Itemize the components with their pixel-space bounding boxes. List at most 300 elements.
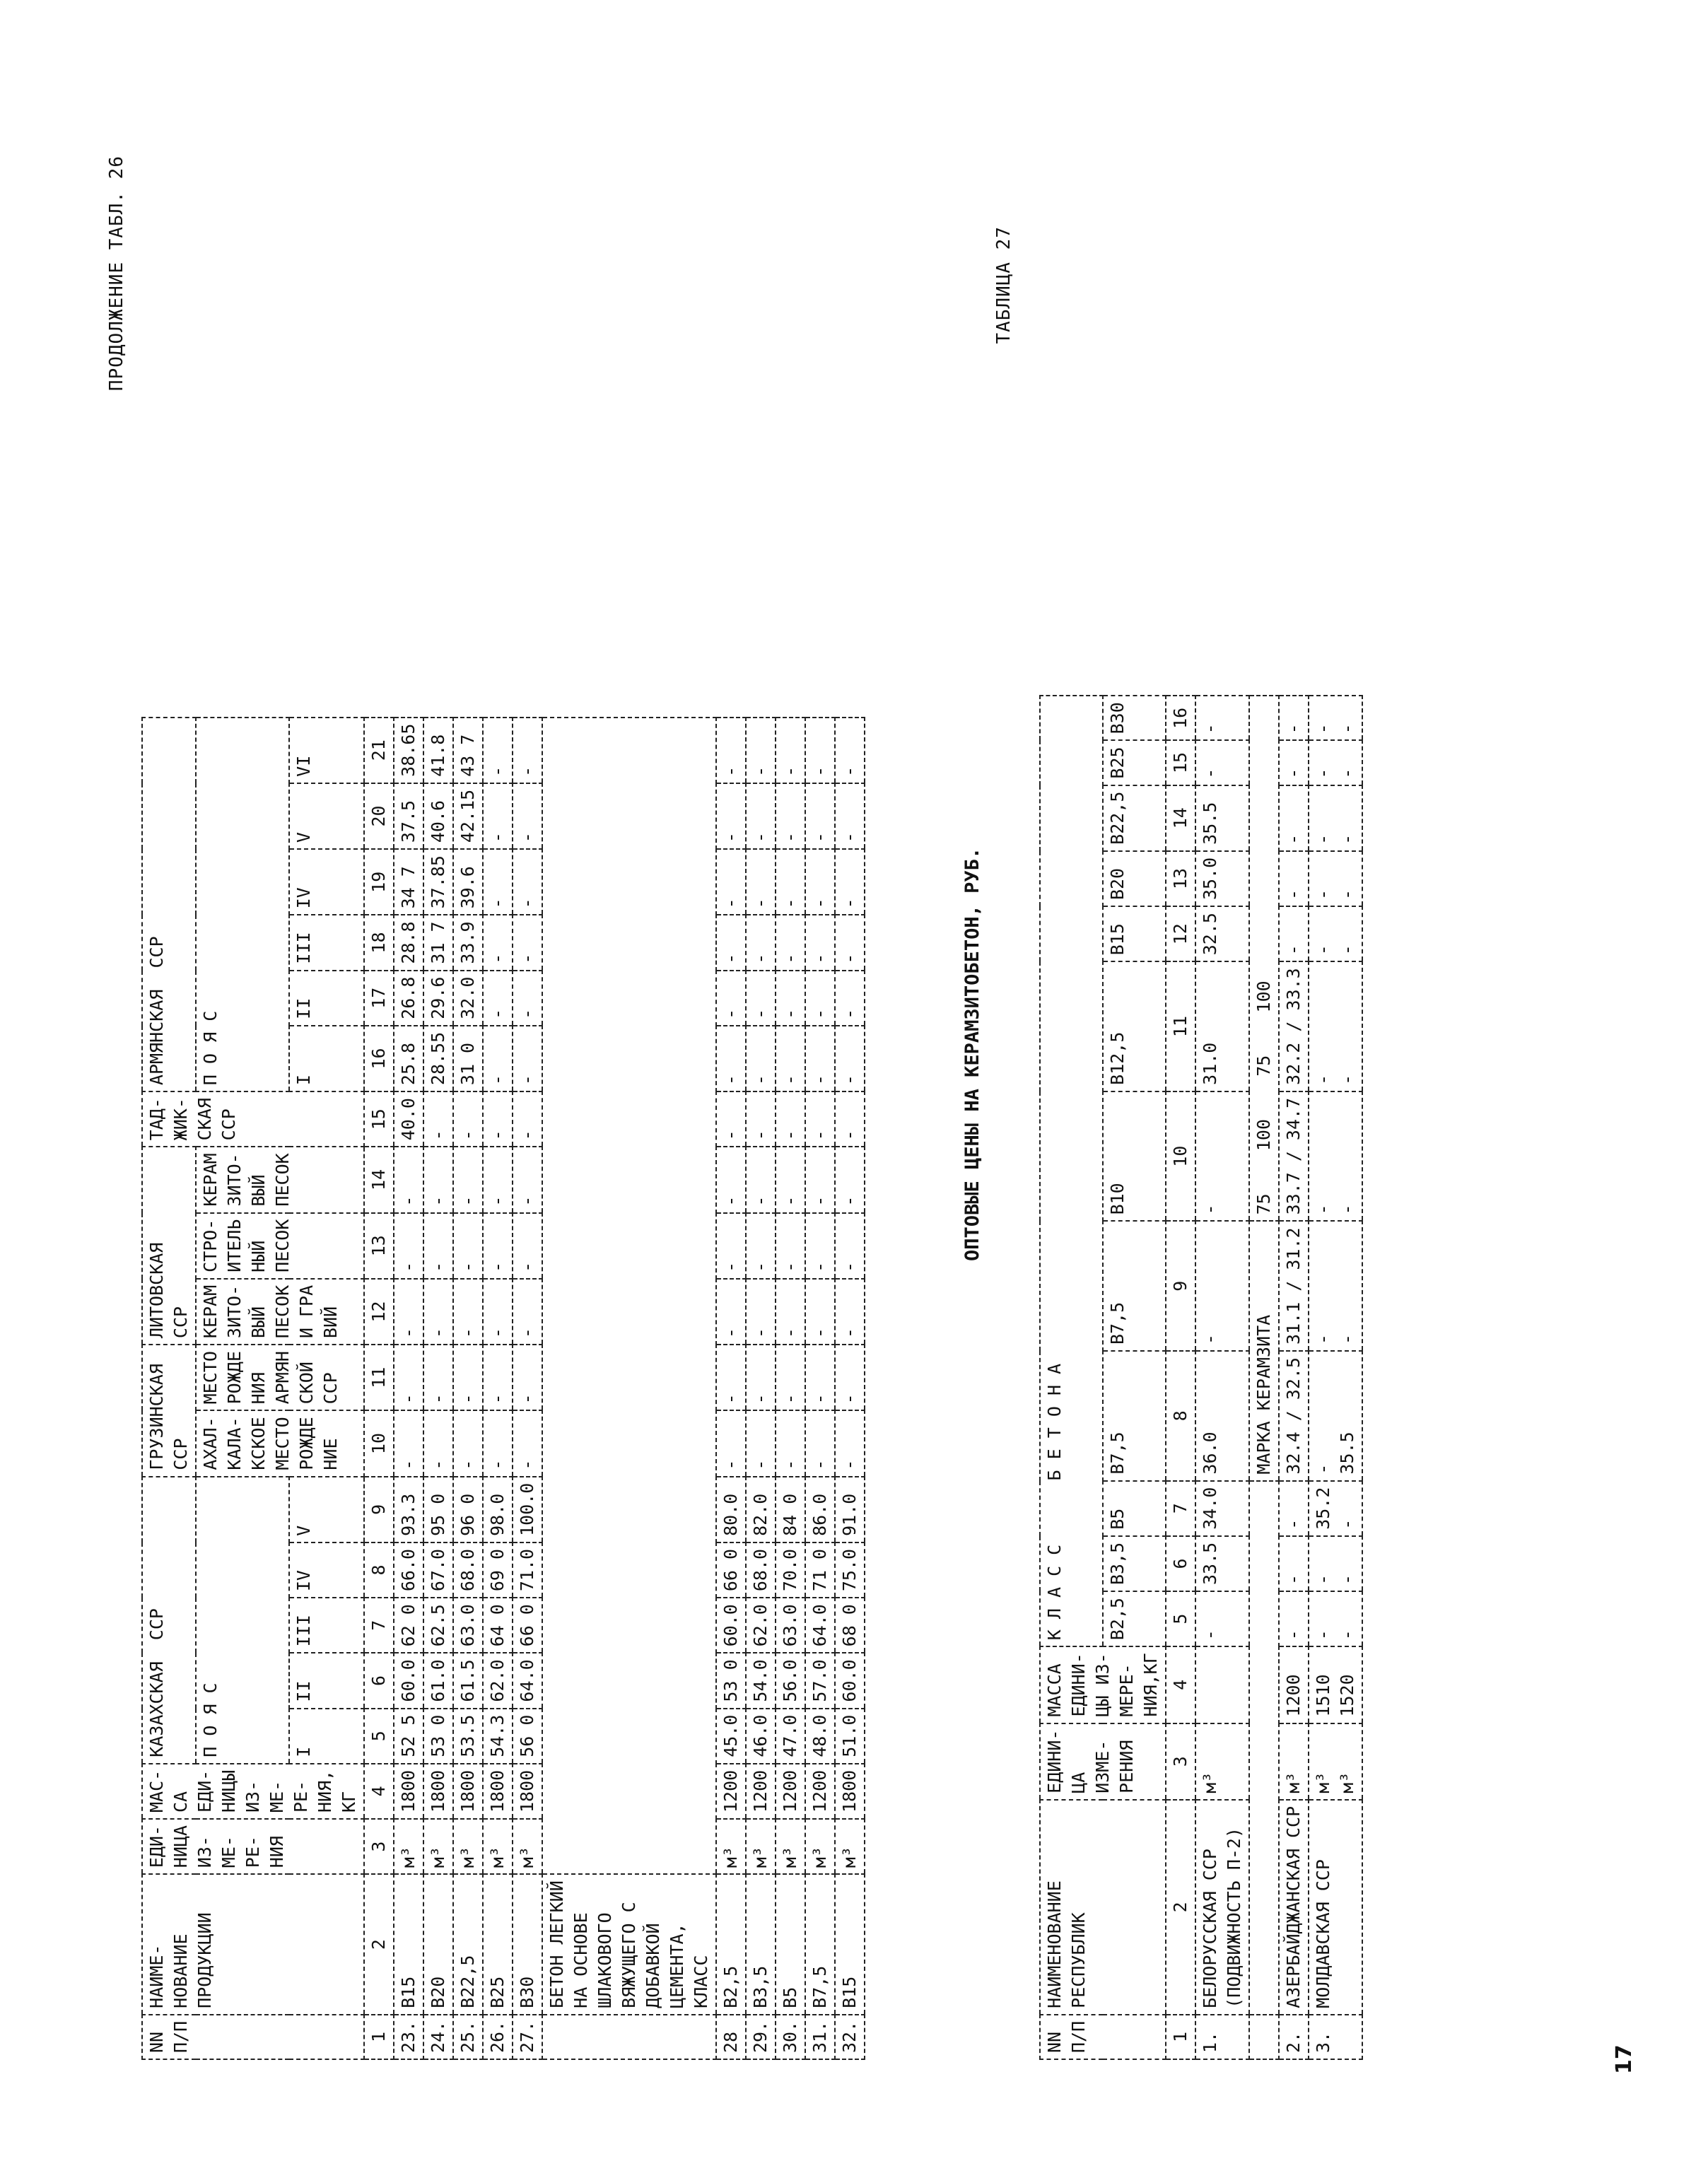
table-cell: - [835, 1147, 865, 1212]
t27-index-cell: 15 [1166, 740, 1195, 785]
t27-class-cell: В5 [1103, 1481, 1166, 1536]
table-cell: - [394, 1410, 423, 1476]
table-cell: 82.0 [746, 1477, 776, 1542]
t26-kz-zone-1: I [289, 1709, 364, 1764]
table-cell: - [716, 971, 746, 1026]
t27-brand-row [1249, 696, 1279, 2059]
table-cell: - [483, 718, 513, 783]
t27-row-value: - [1279, 1481, 1309, 1536]
t27-row-value: 35.2 - [1309, 1481, 1362, 1536]
table-cell: - [513, 1026, 542, 1091]
table-cell: - [746, 1213, 776, 1279]
t26-index-cell: 16 [364, 1026, 394, 1091]
t26-georgia: ГРУЗИНСКАЯ ССР [142, 1345, 196, 1477]
table-26 [141, 717, 865, 2060]
table-cell: 41.8 [423, 718, 453, 783]
t26-index-cell: 17 [364, 971, 394, 1026]
table-cell: 1200 [805, 1764, 835, 1819]
table-cell: - [835, 1345, 865, 1410]
table-cell: - [835, 1410, 865, 1476]
table-cell: 61.0 [423, 1653, 453, 1708]
table-cell: 64 0 [483, 1598, 513, 1653]
table-cell: - [805, 1345, 835, 1410]
table-cell: - [776, 1345, 805, 1410]
table-cell: 96 0 [453, 1477, 483, 1542]
t26-tajik: ТАД- ЖИК- СКАЯ ССР [142, 1091, 364, 1147]
table-cell: - [394, 1213, 423, 1279]
table-cell: 29.6 [423, 971, 453, 1026]
t27-class-cell: В12,5 [1103, 961, 1166, 1091]
table-cell: 32. [835, 2015, 865, 2059]
t26-am-zone-6: VI [289, 718, 364, 783]
table-cell: 57.0 [805, 1653, 835, 1708]
t27-index-cell: 10 [1166, 1091, 1195, 1222]
table-row [1195, 696, 1249, 2059]
table-cell: - [716, 1147, 746, 1212]
table-cell: 60.0 [835, 1653, 865, 1708]
t26-index-cell: 14 [364, 1147, 394, 1212]
table-cell: 68.0 [453, 1542, 483, 1598]
table-cell: 66.0 [394, 1542, 423, 1598]
t26-lithuania-col-3: КЕРАМ ЗИТО- ВЫЙ ПЕСОК [196, 1147, 364, 1212]
table-cell: - [453, 1410, 483, 1476]
t27-index-cell: 9 [1166, 1221, 1195, 1351]
t27-row-value: - [1195, 1221, 1249, 1351]
t26-index-cell: 11 [364, 1345, 394, 1410]
t26-index-cell: 2 [364, 1874, 394, 2015]
table-cell: 33.9 [453, 915, 483, 970]
t27-row-nn: 2. [1279, 2015, 1309, 2059]
table-cell: 60.0 [394, 1653, 423, 1708]
t27-row-value: 35.5 [1195, 785, 1249, 851]
t27-row-value: - - [1309, 1091, 1362, 1222]
table-cell: - [746, 915, 776, 970]
t27-row-mass: 1200 [1279, 1646, 1309, 1723]
table-cell: 29. [746, 2015, 776, 2059]
table-cell: В30 [513, 1874, 542, 2015]
t27-class-cell: В25 [1103, 740, 1166, 785]
table-cell: 67.0 [423, 1542, 453, 1598]
table-row [805, 718, 835, 2059]
t26-index-cell: 1 [364, 2015, 394, 2059]
table-cell: 26.8 [394, 971, 423, 1026]
table-cell: 53 0 [423, 1709, 453, 1764]
continuation-title: ПРОДОЛЖЕНИЕ ТАБЛ. 26 [106, 156, 127, 392]
table-cell: 45.0 [716, 1709, 746, 1764]
table-row [716, 718, 746, 2059]
t27-row-value: - [1195, 696, 1249, 740]
table-cell: - [483, 1091, 513, 1147]
t27-row-value: 33.7 / 34.7 [1279, 1091, 1309, 1222]
table-cell: 66 0 [716, 1542, 746, 1598]
table-cell: 31 7 [423, 915, 453, 970]
table-cell: - [805, 1410, 835, 1476]
table-cell: м³ [835, 1819, 865, 1874]
t26-armenia: АРМЯНСКАЯ ССР [142, 718, 196, 1092]
table-cell: 51.0 [835, 1709, 865, 1764]
table-cell: - [746, 971, 776, 1026]
table-cell: - [776, 915, 805, 970]
table-cell: - [835, 1026, 865, 1091]
table-cell: 54.3 [483, 1709, 513, 1764]
table-cell: - [453, 1345, 483, 1410]
t26-col-nn: NN П/П [142, 2015, 364, 2059]
table-cell: - [423, 1147, 453, 1212]
table-cell: 31. [805, 2015, 835, 2059]
t27-col-nn: NN П/П [1040, 2015, 1166, 2059]
table-cell: 61.5 [453, 1653, 483, 1708]
table-row [835, 718, 865, 2059]
table-cell: - [805, 1091, 835, 1147]
t27-row-nn: 1. [1195, 2015, 1249, 2059]
table-cell: м³ [423, 1819, 453, 1874]
table-cell: - [776, 1091, 805, 1147]
table-cell: - [805, 783, 835, 849]
t27-brand-values: 75 100 75 100 [1249, 696, 1279, 1221]
t26-col-name: НАИМЕ- НОВАНИЕ ПРОДУКЦИИ [142, 1874, 364, 2015]
table-cell: - [805, 1026, 835, 1091]
table-cell: - [805, 1147, 835, 1212]
table-cell: м³ [483, 1819, 513, 1874]
table-cell: 62.5 [423, 1598, 453, 1653]
table-cell: м³ [776, 1819, 805, 1874]
table-cell: - [483, 1410, 513, 1476]
t26-lithuania: ЛИТОВСКАЯ ССР [142, 1147, 196, 1345]
t26-rows-b [716, 718, 865, 2059]
t27-index-cell: 12 [1166, 906, 1195, 961]
t26-kz-zone-4: IV [289, 1542, 364, 1598]
table-cell: 70.0 [776, 1542, 805, 1598]
table-cell: 62 0 [394, 1598, 423, 1653]
t27-class-cell: В3,5 [1103, 1536, 1166, 1591]
t27-index-cell: 13 [1166, 851, 1195, 906]
t27-class-cell: В30 [1103, 696, 1166, 740]
table-cell: 48.0 [805, 1709, 835, 1764]
table-row [394, 718, 423, 2059]
t27-index-cell: 16 [1166, 696, 1195, 740]
table-cell: 28.8 [394, 915, 423, 970]
t26-index-cell: 18 [364, 915, 394, 970]
t27-row-value: - - [1309, 1536, 1362, 1591]
table-cell: 40.6 [423, 783, 453, 849]
t26-index-cell: 9 [364, 1477, 394, 1542]
table-cell: - [716, 1213, 746, 1279]
t26-section-nn [542, 2015, 716, 2059]
table-cell: 30. [776, 2015, 805, 2059]
table-cell: - [776, 1213, 805, 1279]
table-cell: В7,5 [805, 1874, 835, 2015]
table-cell: 25.8 [394, 1026, 423, 1091]
t26-lithuania-col-2: СТРО- ИТЕЛЬ НЫЙ ПЕСОК [196, 1213, 364, 1279]
t26-lithuania-col-1: КЕРАМ ЗИТО- ВЫЙ ПЕСОК И ГРА ВИЙ [196, 1279, 364, 1345]
t27-row-value: - - [1309, 851, 1362, 906]
table-cell: - [835, 915, 865, 970]
table-cell: 1800 [423, 1764, 453, 1819]
t27-class-cell: В7,5 [1103, 1221, 1166, 1351]
table-cell: - [776, 1026, 805, 1091]
table-cell: - [394, 1345, 423, 1410]
table-cell: 47.0 [776, 1709, 805, 1764]
t26-index-cell: 5 [364, 1709, 394, 1764]
table-cell: 1200 [746, 1764, 776, 1819]
table-cell: - [776, 849, 805, 915]
table-cell: 68.0 [746, 1542, 776, 1598]
table-cell: - [513, 971, 542, 1026]
table-cell: 27. [513, 2015, 542, 2059]
table-cell: - [716, 1026, 746, 1091]
t27-class-cell: В20 [1103, 851, 1166, 906]
table-cell: - [776, 783, 805, 849]
t27-rows [1195, 696, 1362, 2059]
t27-row-value: - [1279, 851, 1309, 906]
table-cell: 69 0 [483, 1542, 513, 1598]
table-cell: - [513, 1147, 542, 1212]
table-cell: 24. [423, 2015, 453, 2059]
table-cell: - [513, 1410, 542, 1476]
table-cell: 1200 [716, 1764, 746, 1819]
table-cell: 53.5 [453, 1709, 483, 1764]
table-cell: 39.6 [453, 849, 483, 915]
t27-row-value: 36.0 [1195, 1351, 1249, 1481]
t27-brand-spacer [1249, 1481, 1279, 2015]
table-cell: - [746, 1147, 776, 1212]
table-cell: м³ [716, 1819, 746, 1874]
table-cell: 93.3 [394, 1477, 423, 1542]
table-cell: - [453, 1091, 483, 1147]
t27-class-cell: В15 [1103, 906, 1166, 961]
table-cell: - [483, 915, 513, 970]
table-cell: - [394, 1279, 423, 1345]
table-cell: В25 [483, 1874, 513, 2015]
table-cell: - [776, 1147, 805, 1212]
table-cell: 86.0 [805, 1477, 835, 1542]
table-cell: - [423, 1410, 453, 1476]
t26-index-cell: 10 [364, 1410, 394, 1476]
table-cell: м³ [805, 1819, 835, 1874]
table-cell: - [716, 915, 746, 970]
t27-col-unit: ЕДИНИ- ЦА ИЗМЕ- РЕНИЯ [1040, 1723, 1166, 1800]
t27-row-mass: 1510 1520 [1309, 1646, 1362, 1723]
table-cell: 52 5 [394, 1709, 423, 1764]
table-cell: - [805, 718, 835, 783]
t26-index-cell: 3 [364, 1819, 394, 1874]
table-cell: - [483, 971, 513, 1026]
t27-row-value: - - [1309, 696, 1362, 740]
t27-row-value: - - [1309, 1221, 1362, 1351]
t27-row-value: 32.2 / 33.3 [1279, 961, 1309, 1091]
table-cell: 56.0 [776, 1653, 805, 1708]
t27-row-value: - [1279, 1591, 1309, 1646]
t27-row-value: 33.5 [1195, 1536, 1249, 1591]
t27-row-value: - [1195, 1591, 1249, 1646]
table-cell: 34 7 [394, 849, 423, 915]
table-cell: - [746, 1345, 776, 1410]
table-cell: 28 [716, 2015, 746, 2059]
table-cell: - [716, 849, 746, 915]
table-cell: 95 0 [423, 1477, 453, 1542]
table-cell: - [423, 1213, 453, 1279]
t27-row-unit: м³ [1279, 1723, 1309, 1800]
t26-am-zone-4: IV [289, 849, 364, 915]
t27-row-name: МОЛДАВСКАЯ ССР [1309, 1800, 1362, 2015]
table-cell: 80.0 [716, 1477, 746, 1542]
table-cell: В22,5 [453, 1874, 483, 2015]
t27-index-cell: 2 [1166, 1800, 1195, 2015]
table-cell: - [483, 1147, 513, 1212]
t27-row-value: - - [1309, 906, 1362, 961]
table-cell: 64.0 [513, 1653, 542, 1708]
table-cell: - [513, 1279, 542, 1345]
t26-kz-zone-3: III [289, 1598, 364, 1653]
table-cell: 1800 [513, 1764, 542, 1819]
t27-index-cell: 3 [1166, 1723, 1195, 1800]
t27-row-value: - - [1309, 1591, 1362, 1646]
table-27-title: ОПТОВЫЕ ЦЕНЫ НА КЕРАМЗИТОБЕТОН, РУБ. [961, 847, 983, 1261]
table-cell: - [513, 1213, 542, 1279]
table-cell: - [746, 849, 776, 915]
table-cell: - [805, 1213, 835, 1279]
t26-kazakh-zone: П О Я С [196, 1477, 289, 1764]
table-cell: - [805, 971, 835, 1026]
t27-row-value: 31.1 / 31.2 [1279, 1221, 1309, 1351]
t26-am-zone-1: I [289, 1026, 364, 1091]
t27-row-unit: м³ [1195, 1723, 1249, 1800]
table-cell: м³ [394, 1819, 423, 1874]
table-cell: - [453, 1213, 483, 1279]
table-cell: 100.0 [513, 1477, 542, 1542]
t27-brand-label: МАРКА КЕРАМЗИТА [1249, 1221, 1279, 1480]
table-cell: - [835, 1213, 865, 1279]
table-cell: - [746, 718, 776, 783]
table-cell: 1800 [483, 1764, 513, 1819]
table-cell: 71.0 [513, 1542, 542, 1598]
table-cell: м³ [453, 1819, 483, 1874]
table-cell: - [394, 1147, 423, 1212]
table-cell: - [776, 1410, 805, 1476]
t27-index-cell: 14 [1166, 785, 1195, 851]
table-cell: 98.0 [483, 1477, 513, 1542]
table-cell: В5 [776, 1874, 805, 2015]
t26-am-zone-2: II [289, 971, 364, 1026]
table-row [776, 718, 805, 2059]
t27-class-cell: В7,5 [1103, 1351, 1166, 1481]
table-cell: 1800 [453, 1764, 483, 1819]
table-cell: - [746, 1091, 776, 1147]
t26-index-row [364, 718, 394, 2059]
table-cell: - [483, 783, 513, 849]
t27-index-cell: 11 [1166, 961, 1195, 1091]
table-cell: 1200 [776, 1764, 805, 1819]
t27-row-value: - [1279, 696, 1309, 740]
table-cell: 1800 [394, 1764, 423, 1819]
table-cell: 28.55 [423, 1026, 453, 1091]
table-cell: - [716, 1091, 746, 1147]
t27-col-name: НАИМЕНОВАНИЕ РЕСПУБЛИК [1040, 1800, 1166, 2015]
table-cell: - [835, 783, 865, 849]
table-cell: 23. [394, 2015, 423, 2059]
table-cell: - [423, 1345, 453, 1410]
table-cell: 68 0 [835, 1598, 865, 1653]
t26-col-mass: МАС- СА ЕДИ- НИЦЫ ИЗ- МЕ- РЕ- НИЯ, КГ [142, 1764, 364, 1819]
t27-row-value: - - [1309, 785, 1362, 851]
table-cell: 63.0 [453, 1598, 483, 1653]
table-cell: 62.0 [483, 1653, 513, 1708]
t26-section-label: БЕТОН ЛЕГКИЙ НА ОСНОВЕ ШЛАКОВОГО ВЯЖУЩЕГО С ДОБАВКОЙ ЦЕМЕНТА, КЛАСС [542, 1874, 716, 2015]
table-cell: м³ [746, 1819, 776, 1874]
table-cell: - [835, 1279, 865, 1345]
t27-row-value: - [1279, 740, 1309, 785]
t27-row-value: 32.5 [1195, 906, 1249, 961]
table-cell: 84 0 [776, 1477, 805, 1542]
t26-col-unit: ЕДИ- НИЦА ИЗ- МЕ- РЕ- НИЯ [142, 1819, 364, 1874]
table-cell: 71 0 [805, 1542, 835, 1598]
t27-index-cell: 7 [1166, 1481, 1195, 1536]
table-cell: - [805, 849, 835, 915]
table-cell: 64.0 [805, 1598, 835, 1653]
table-cell: - [716, 1410, 746, 1476]
t27-col-mass: МАССА ЕДИНИ- ЦЫ ИЗ- МЕРЕ- НИЯ,КГ [1040, 1646, 1166, 1723]
table-cell: 42.15 [453, 783, 483, 849]
table-cell: м³ [513, 1819, 542, 1874]
table-row [1279, 696, 1309, 2059]
t26-armenia-zone: П О Я С [196, 718, 289, 1092]
table-cell: - [483, 849, 513, 915]
t27-row-value: - [1279, 906, 1309, 961]
table-cell: 31 0 [453, 1026, 483, 1091]
t27-index-cell: 5 [1166, 1591, 1195, 1646]
t27-row-value: - - [1309, 740, 1362, 785]
t26-am-zone-3: III [289, 915, 364, 970]
table-cell: - [746, 1410, 776, 1476]
t26-georgia-col-2: МЕСТО РОЖДЕ НИЯ АРМЯН СКОЙ ССР [196, 1345, 364, 1410]
t27-row-value: - [1195, 1091, 1249, 1222]
table-cell: - [746, 1026, 776, 1091]
table-cell: - [513, 783, 542, 849]
table-cell: - [716, 718, 746, 783]
table-cell: - [423, 1279, 453, 1345]
t27-index-cell: 6 [1166, 1536, 1195, 1591]
table-row [423, 718, 453, 2059]
table-cell: 60.0 [716, 1598, 746, 1653]
t27-index-cell: 4 [1166, 1646, 1195, 1723]
table-cell: В15 [394, 1874, 423, 2015]
t27-row-value: - - [1309, 961, 1362, 1091]
table-cell: - [716, 783, 746, 849]
table-cell: 66 0 [513, 1598, 542, 1653]
t26-index-cell: 8 [364, 1542, 394, 1598]
table-cell: В2,5 [716, 1874, 746, 2015]
t26-index-cell: 15 [364, 1091, 394, 1147]
t27-row-unit: м³ м³ [1309, 1723, 1362, 1800]
table-cell: - [483, 1279, 513, 1345]
t26-section-filler [542, 718, 716, 1875]
t26-kz-zone-5: V [289, 1477, 364, 1542]
t26-index-cell: 7 [364, 1598, 394, 1653]
table-cell: - [483, 1026, 513, 1091]
table-cell: 75.0 [835, 1542, 865, 1598]
table-cell: 32.0 [453, 971, 483, 1026]
t26-kazakh: КАЗАХСКАЯ ССР [142, 1477, 196, 1764]
t26-index-cell: 6 [364, 1653, 394, 1708]
t26-index-cell: 20 [364, 783, 394, 849]
t27-class-cell: В10 [1103, 1091, 1166, 1222]
t26-rows-a [394, 718, 542, 2059]
table-cell: 53 0 [716, 1653, 746, 1708]
t27-row-value: 34.0 [1195, 1481, 1249, 1536]
t27-row-value: - [1279, 1536, 1309, 1591]
t27-brand-spacer [1249, 2015, 1279, 2059]
page-number: 17 [1612, 2044, 1637, 2074]
